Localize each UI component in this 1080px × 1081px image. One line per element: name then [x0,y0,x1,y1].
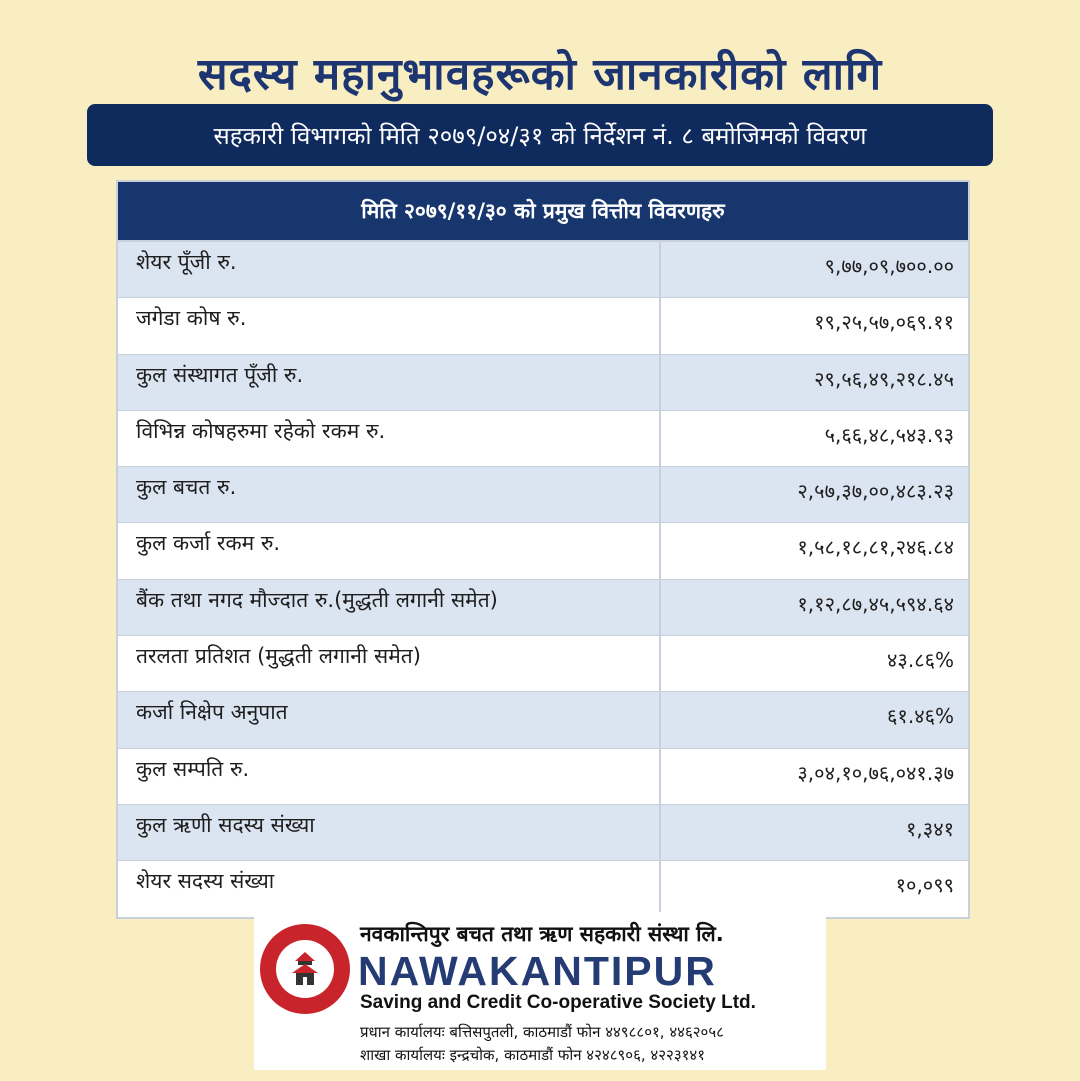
row-value: १,३४१ [906,816,954,841]
subtitle-text: सहकारी विभागको मिति २०७९/०४/३१ को निर्देशन नं. ८ बमोजिमको विवरण [213,121,867,150]
row-label: कुल ऋणी सदस्य संख्या [118,805,661,860]
org-name-nepali: नवकान्तिपुर बचत तथा ऋण सहकारी संस्था लि. [360,922,724,946]
table-row [118,466,968,522]
row-value: २,५७,३७,००,४८३.२३ [797,479,954,504]
row-value: ९,७७,०९,७००.०० [824,254,954,278]
table-row [118,635,968,691]
cooperative-seal-icon [260,924,350,1014]
org-name-english: NAWAKANTIPUR [358,948,717,994]
row-label: कुल सम्पति रु. [118,749,661,804]
organization-logo [254,912,826,1070]
table-heading: मिति २०७९/११/३० को प्रमुख वित्तीय विवरणहरु [118,182,968,242]
row-value: ४३.८६% [887,648,954,673]
row-label: कुल कर्जा रकम रु. [118,523,661,578]
row-value: १९,२५,५७,०६९.११ [814,310,954,335]
table-row [118,354,968,410]
subtitle-banner [87,104,993,166]
row-label: बैंक तथा नगद मौज्दात रु.(मुद्धती लगानी समेत) [118,580,661,635]
table-row [118,242,968,297]
row-value: १,१२,८७,४५,५९४.६४ [797,591,954,616]
table-row [118,691,968,747]
row-label: तरलता प्रतिशत (मुद्धती लगानी समेत) [118,636,661,691]
table-row [118,410,968,466]
page-title: सदस्य महानुभावहरूको जानकारीको लागि [197,49,883,100]
seal-center [276,940,334,998]
row-value: २९,५६,४९,२१८.४५ [814,366,954,391]
branch-office-address: शाखा कार्यालयः इन्द्रचोक, काठमाडौं फोन ४२४८९०६, ४२२३१४१ [360,1046,706,1064]
row-label: कुल बचत रु. [118,467,661,522]
row-label: शेयर पूँजी रु. [118,242,661,297]
row-value: ३,०४,१०,७६,०४१.३७ [797,760,954,785]
row-label: कर्जा निक्षेप अनुपात [118,692,661,747]
row-value: १,५८,१८,८१,२४६.८४ [797,535,954,560]
table-row [118,748,968,804]
table-row [118,522,968,578]
table-body [118,242,968,917]
head-office-address: प्रधान कार्यालयः बत्तिसपुतली, काठमाडौं फोन ४४९८८०१, ४४६२०५८ [360,1023,724,1041]
row-label: विभिन्न कोषहरुमा रहेको रकम रु. [118,411,661,466]
table-row [118,860,968,916]
table-row [118,579,968,635]
table-row [118,804,968,860]
row-value: ५,६६,४८,५४३.९३ [824,422,954,447]
row-value: १०,०९९ [895,873,954,898]
table-row [118,297,968,353]
row-label: कुल संस्थागत पूँजी रु. [118,355,661,410]
temple-icon [285,949,325,989]
row-value: ६१.४६% [887,704,954,729]
financial-table [116,180,970,919]
org-subtitle: Saving and Credit Co-operative Society Ltd. [360,992,756,1013]
row-label: शेयर सदस्य संख्या [118,861,661,916]
row-label: जगेडा कोष रु. [118,298,661,353]
